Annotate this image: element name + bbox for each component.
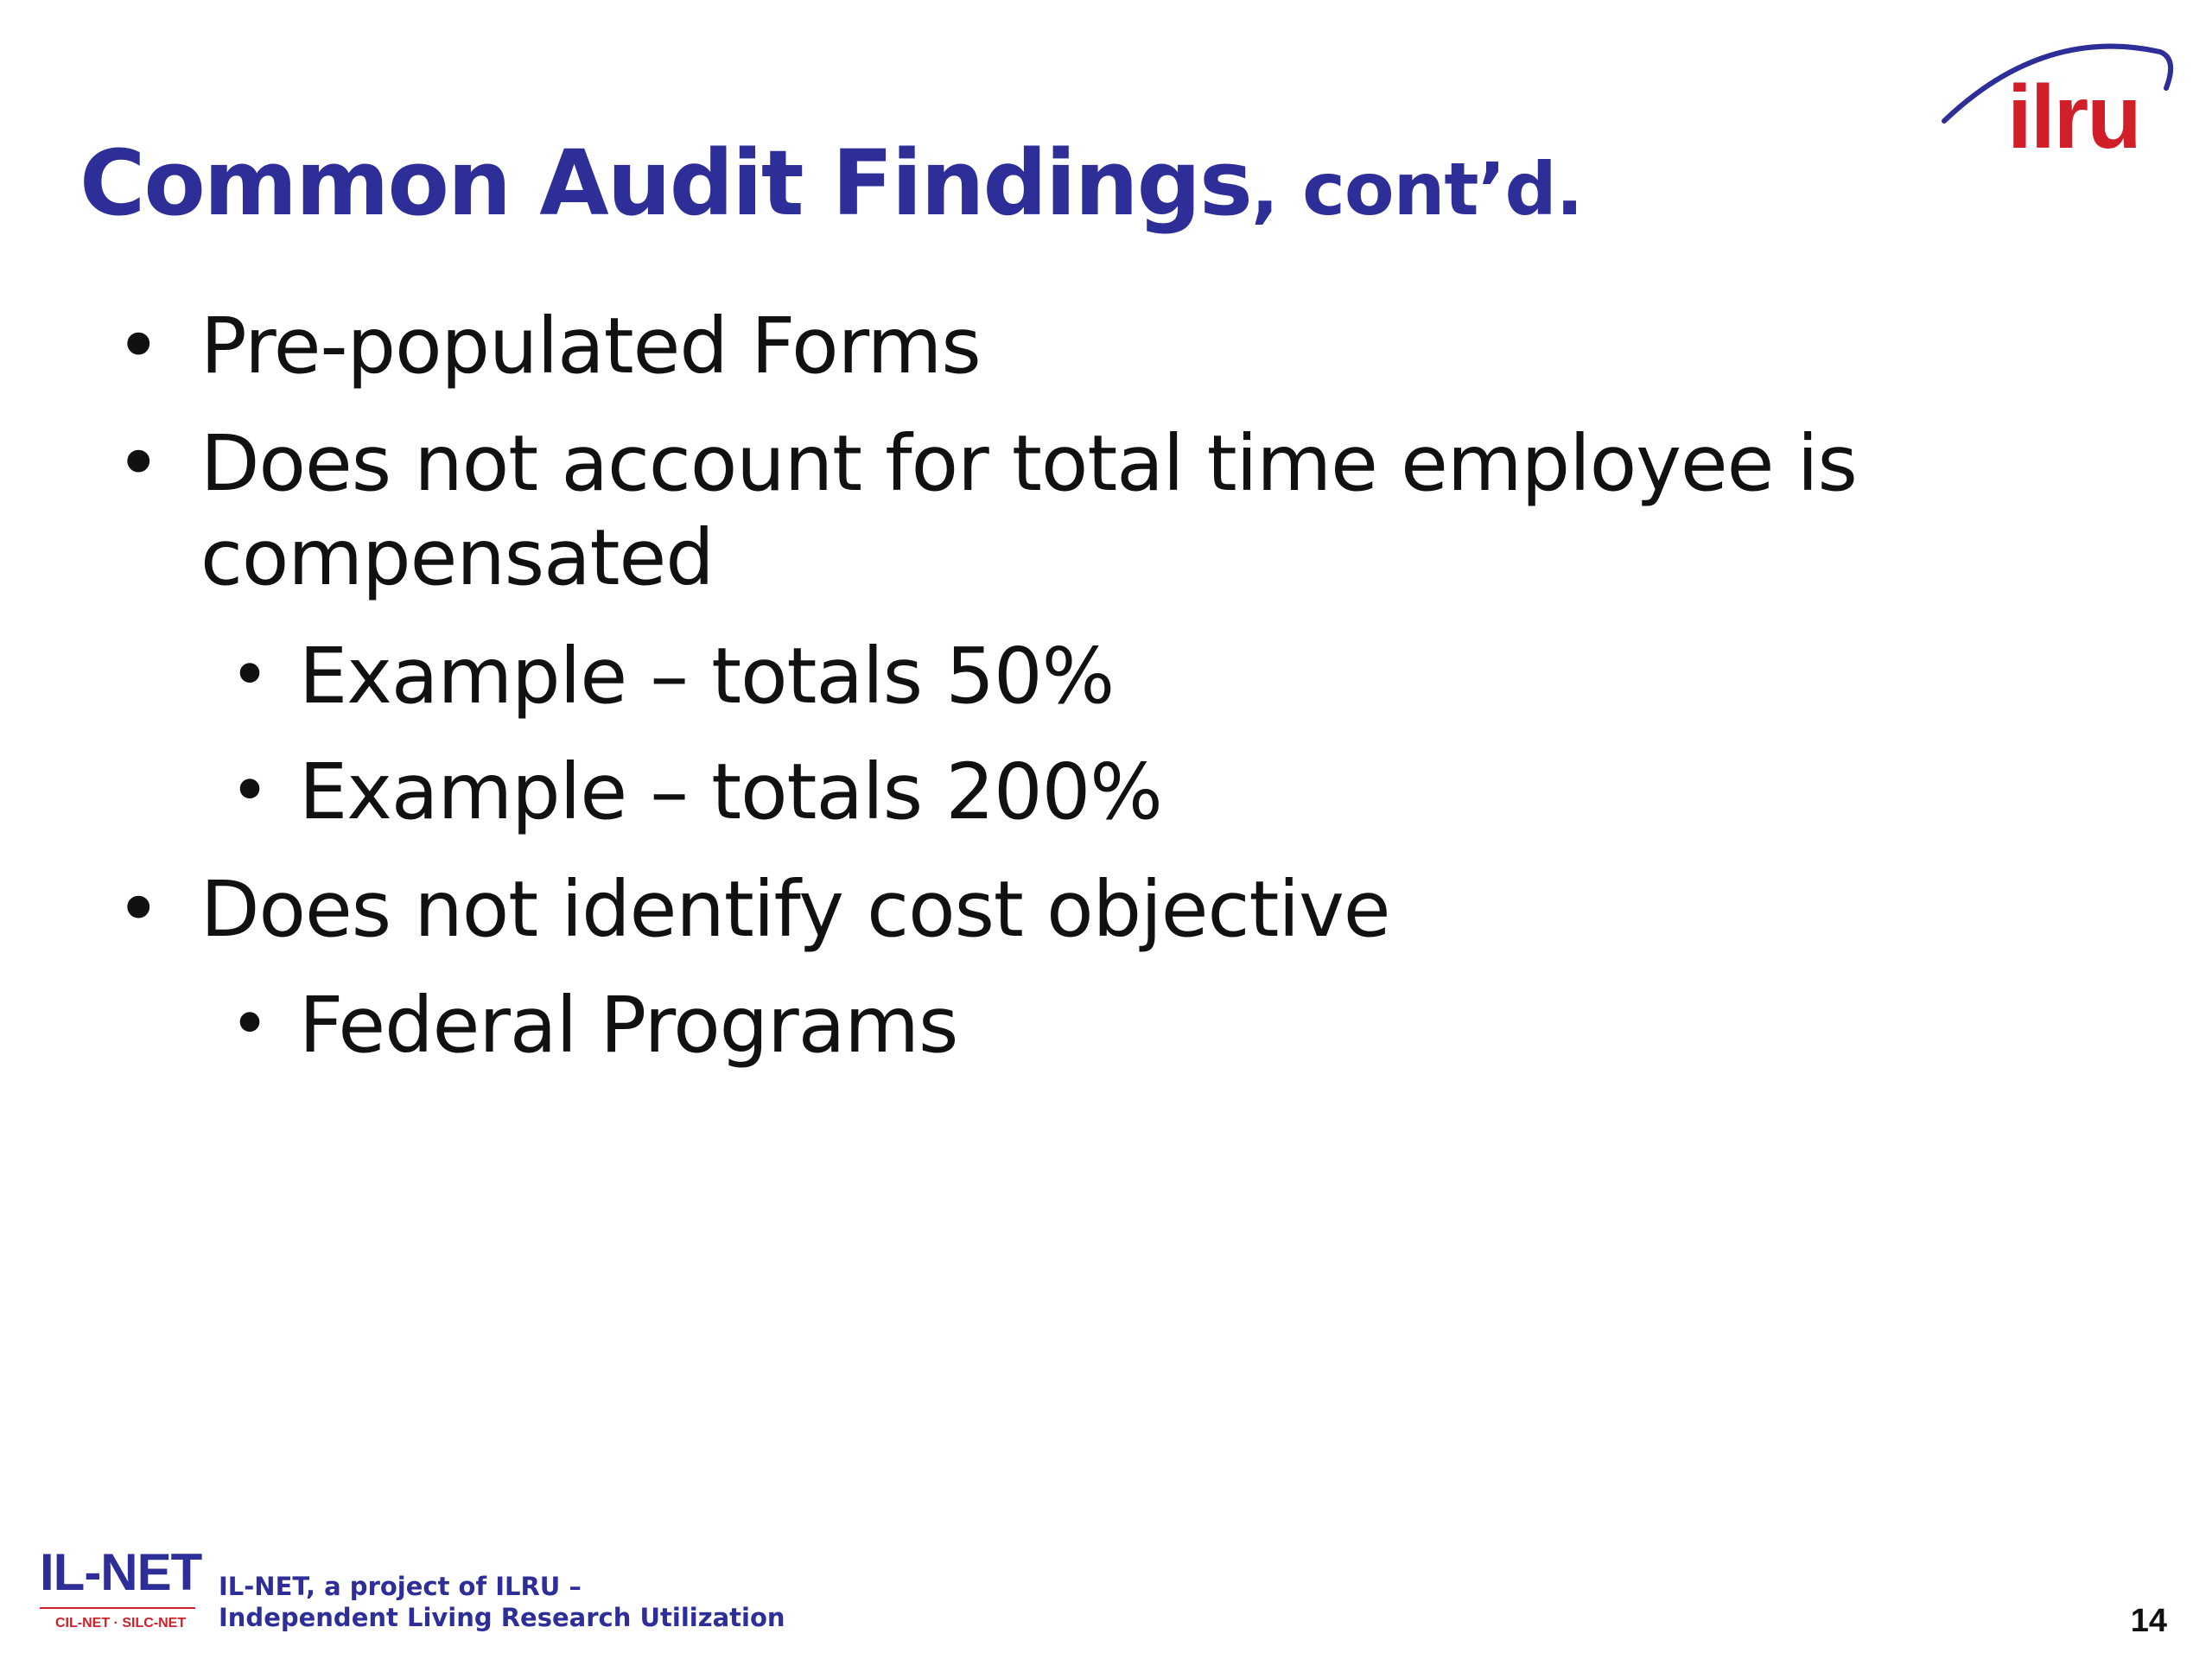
sub-bullet-text: Example – totals 200%: [299, 747, 1162, 836]
il-net-divider: [40, 1607, 195, 1609]
sub-bullet-item: [230, 627, 1115, 724]
title-main: Common Audit Findings: [79, 130, 1251, 236]
sub-bullet-item: [230, 743, 1162, 840]
bullet-text-continuation: [200, 509, 714, 606]
il-net-logo: [40, 1543, 213, 1642]
footer-line-2: Independent Living Research Utilization: [219, 1603, 785, 1632]
sub-bullet-text: Example – totals 50%: [299, 631, 1115, 721]
logo-text: ilru: [2007, 67, 2140, 168]
bullet-icon: •: [230, 637, 270, 715]
il-net-subtext: CIL-NET · SILC-NET: [55, 1616, 187, 1630]
bullet-text: compensated: [200, 512, 714, 602]
bullet-icon: •: [230, 986, 270, 1064]
il-net-wordmark: IL-NET: [40, 1543, 202, 1601]
bullet-text: Does not account for total time employee is: [200, 418, 1857, 508]
bullet-text: Pre-populated Forms: [200, 301, 981, 391]
footer-caption: [219, 1571, 785, 1633]
sub-bullet-text: Federal Programs: [299, 980, 958, 1070]
bullet-icon: •: [116, 301, 161, 391]
title-suffix: , cont’d.: [1250, 147, 1583, 232]
page-number: 14: [2130, 1603, 2167, 1639]
bullet-text: Does not identify cost objective: [200, 864, 1390, 954]
bullet-item: [116, 861, 1390, 957]
bullet-item: [116, 297, 981, 394]
sub-bullet-item: [230, 976, 958, 1073]
bullet-icon: •: [116, 864, 161, 954]
footer-line-1: IL-NET, a project of ILRU –: [219, 1572, 582, 1601]
bullet-icon: •: [116, 418, 161, 508]
bullet-icon: •: [230, 753, 270, 830]
bullet-item: [116, 415, 1857, 512]
